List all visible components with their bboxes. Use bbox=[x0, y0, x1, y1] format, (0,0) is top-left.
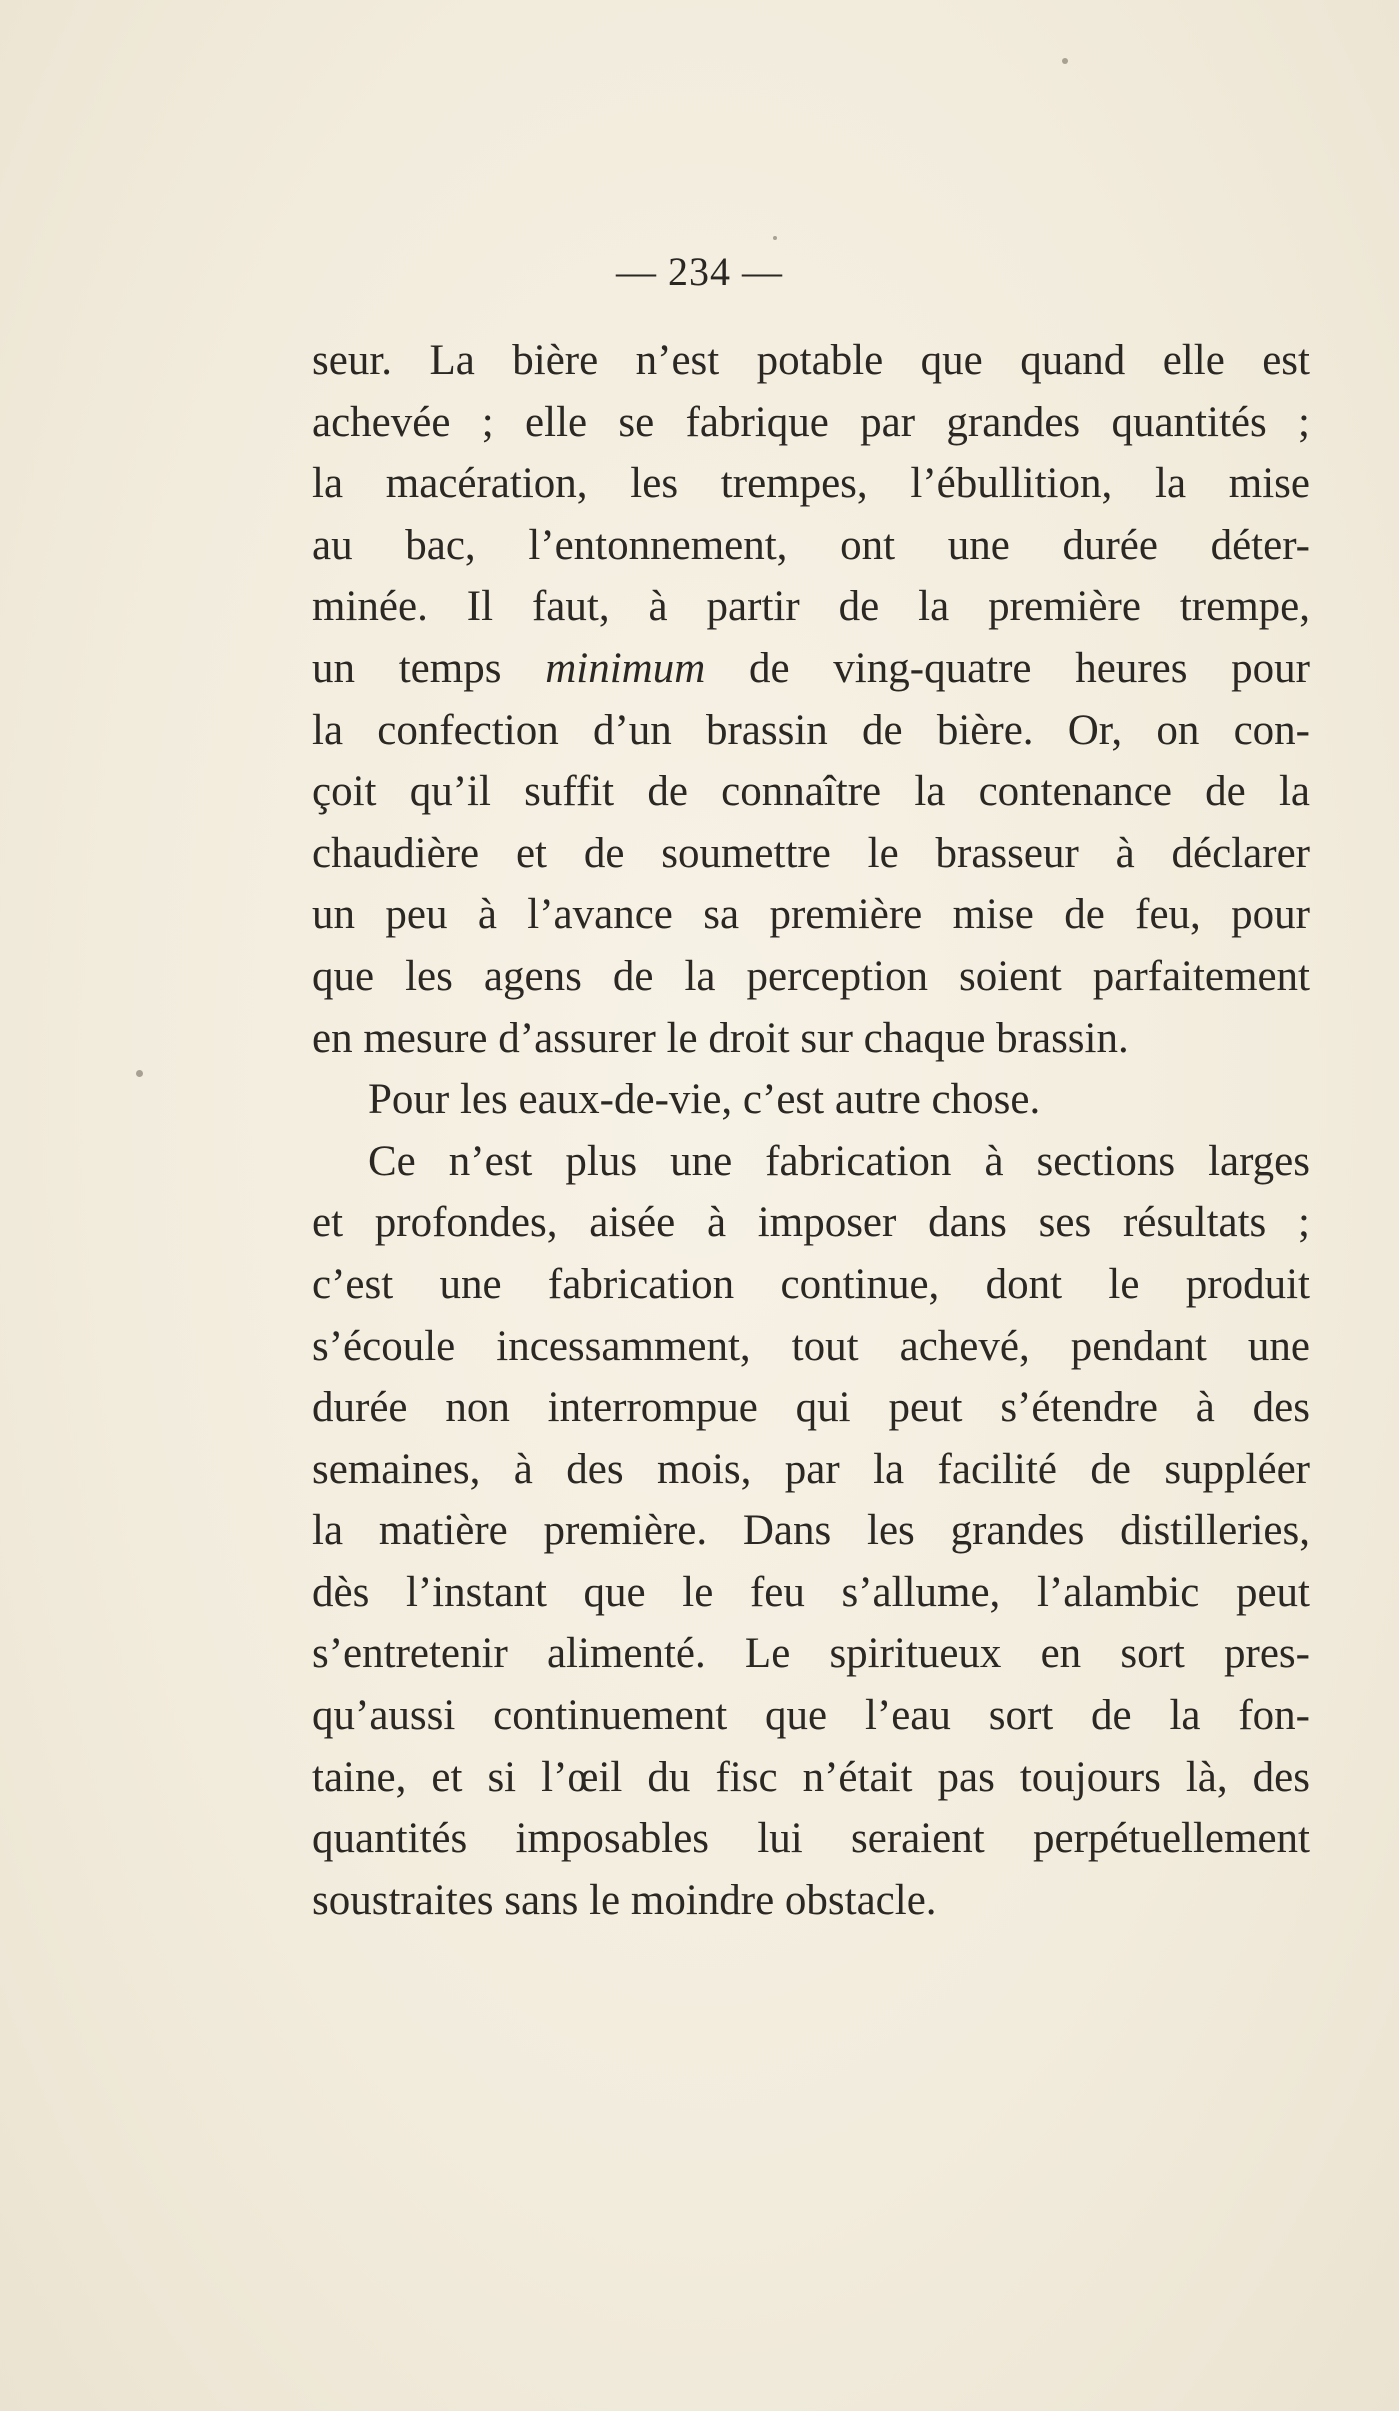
text-line: taine, et si l’œil du fisc n’était pas toujours là, des bbox=[312, 1753, 1310, 1801]
text-line: semaines, à des mois, par la facilité de suppléer bbox=[312, 1445, 1310, 1493]
text-line: chaudière et de soumettre le brasseur à déclarer bbox=[312, 829, 1310, 877]
text-fragment: de ving-quatre heures pour bbox=[748, 644, 1311, 692]
paper-speck bbox=[1062, 58, 1068, 64]
text-line: soustraites sans le moindre obstacle. bbox=[312, 1876, 937, 1924]
text-line: la matière première. Dans les grandes distilleries, bbox=[312, 1507, 1310, 1555]
text-line: un peu à l’avance sa première mise de feu, pour bbox=[312, 891, 1310, 939]
text-line: durée non interrompue qui peut s’étendre à des bbox=[312, 1384, 1310, 1432]
text-line: Ce n’est plus une fabrication à sections larges bbox=[368, 1137, 1310, 1185]
text-line: qu’aussi continuement que l’eau sort de la fon- bbox=[312, 1692, 1310, 1740]
text-line: la confection d’un brassin de bière. Or, on con- bbox=[312, 706, 1310, 754]
text-line: çoit qu’il suffit de connaître la contenance de la bbox=[312, 768, 1310, 816]
text-line: dès l’instant que le feu s’allume, l’alambic peut bbox=[312, 1568, 1310, 1616]
page-number: — 234 — bbox=[616, 249, 783, 294]
text-line: que les agens de la perception soient parfaitement bbox=[312, 952, 1310, 1000]
text-line: et profondes, aisée à imposer dans ses résultats ; bbox=[312, 1199, 1310, 1247]
text-line: quantités imposables lui seraient perpétuellement bbox=[312, 1815, 1310, 1863]
text-line: achevée ; elle se fabrique par grandes quantités ; bbox=[312, 398, 1310, 446]
text-line: Pour les eaux-de-vie, c’est autre chose. bbox=[368, 1076, 1041, 1124]
italic-word: minimum bbox=[545, 644, 706, 692]
body-text bbox=[312, 330, 1310, 1931]
text-line-with-italic bbox=[312, 638, 1310, 700]
text-fragment: un temps bbox=[312, 644, 502, 692]
text-line: c’est une fabrication continue, dont le produit bbox=[312, 1260, 1310, 1308]
text-line: au bac, l’entonnement, ont une durée déter- bbox=[312, 521, 1310, 569]
text-line: la macération, les trempes, l’ébullition, la mise bbox=[312, 460, 1310, 508]
paper-speck bbox=[773, 236, 777, 240]
paper-speck bbox=[136, 1070, 143, 1077]
text-line: s’écoule incessamment, tout achevé, pendant une bbox=[312, 1322, 1310, 1370]
text-line: en mesure d’assurer le droit sur chaque brassin. bbox=[312, 1014, 1129, 1062]
text-line: s’entretenir alimenté. Le spiritueux en sort pres- bbox=[312, 1630, 1310, 1678]
text-line: seur. La bière n’est potable que quand elle est bbox=[312, 337, 1310, 384]
text-line: minée. Il faut, à partir de la première trempe, bbox=[312, 583, 1310, 631]
